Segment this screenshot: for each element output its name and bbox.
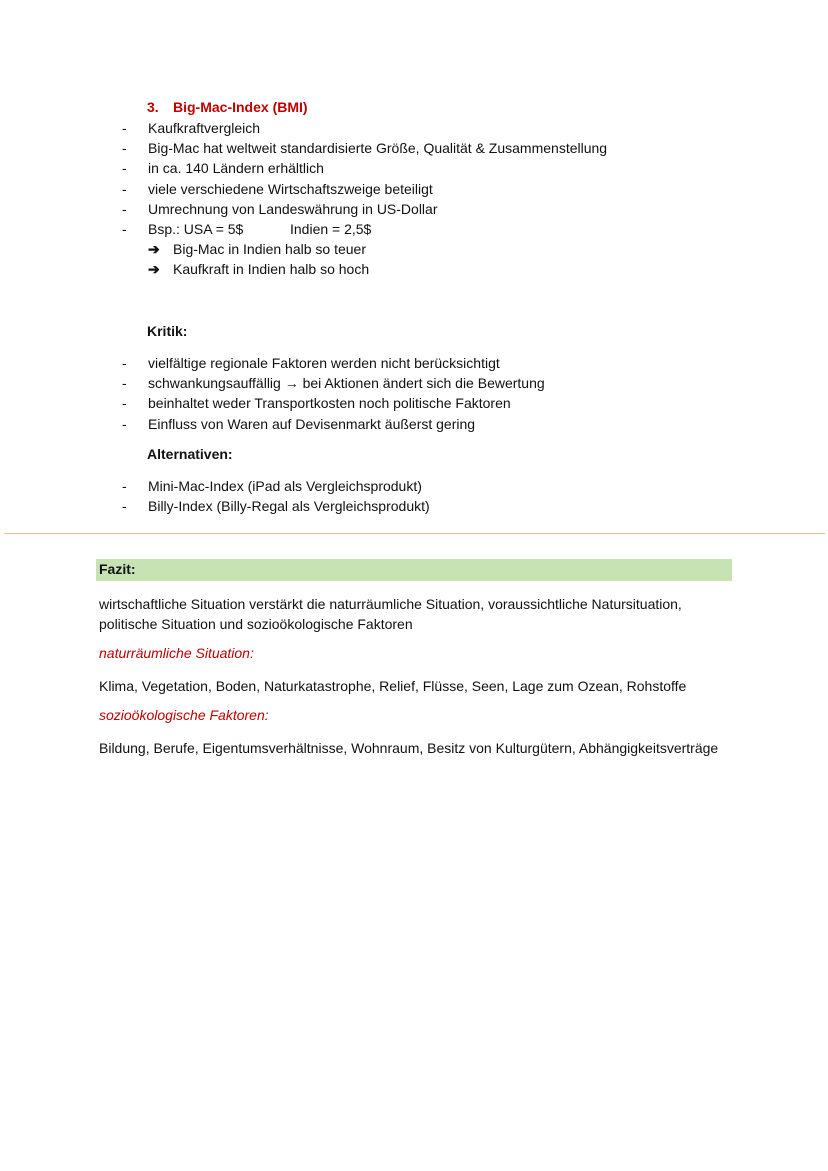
- alternativen-heading: Alternativen:: [147, 446, 233, 462]
- list-item: - vielfältige regionale Faktoren werden nicht berücksichtigt: [122, 355, 500, 371]
- list-item: - Billy-Index (Billy-Regal als Vergleichsprodukt): [122, 498, 430, 515]
- kritik-list: [0, 353, 545, 434]
- section-title: Big-Mac-Index (BMI): [173, 99, 308, 115]
- natur-text: Klima, Vegetation, Boden, Naturkatastrophe, Relief, Flüsse, Seen, Lage zum Ozean, Rohstoffe: [99, 678, 687, 694]
- list-item: - Umrechnung von Landeswährung in US-Dollar: [122, 200, 438, 217]
- example-usa: Bsp.: USA = 5$: [148, 220, 244, 237]
- bullet-dash: -: [122, 415, 127, 432]
- natur-heading: naturräumliche Situation:: [99, 645, 254, 661]
- conclusion-list: [0, 239, 369, 279]
- list-item: - in ca. 140 Ländern erhältlich: [122, 160, 324, 177]
- bullet-dash: -: [122, 355, 127, 371]
- section-heading: [147, 99, 308, 115]
- bullet-dash: -: [122, 375, 127, 392]
- sozio-heading: sozioökologische Faktoren:: [99, 707, 269, 723]
- bullet-dash: -: [122, 220, 127, 237]
- sozio-text: Bildung, Berufe, Eigentumsverhältnisse, Wohnraum, Besitz von Kulturgütern, Abhängigkeitsverträge: [99, 740, 719, 756]
- bullet-dash: -: [122, 160, 127, 177]
- arrow-right-icon: ➔: [148, 241, 160, 257]
- arrow-right-icon: ➔: [148, 261, 160, 278]
- bullet-dash: -: [122, 200, 127, 217]
- list-item: - beinhaltet weder Transportkosten noch politische Faktoren: [122, 395, 511, 412]
- alternativen-list: [0, 476, 430, 516]
- list-item: - viele verschiedene Wirtschaftszweige beteiligt: [122, 180, 433, 197]
- section-number: 3.: [147, 99, 159, 115]
- fazit-heading: Fazit:: [99, 561, 136, 577]
- bullet-dash: -: [122, 395, 127, 412]
- fazit-summary: wirtschaftliche Situation verstärkt die naturräumliche Situation, voraussichtliche Natursituation, politische Situation und sozioökologische Faktoren: [99, 596, 682, 632]
- example-india: Indien = 2,5$: [290, 220, 372, 237]
- list-item: - Kaufkraftvergleich: [122, 120, 261, 136]
- bullet-dash: -: [122, 498, 127, 515]
- section-divider: [4, 533, 825, 534]
- conclusion-item: ➔ Kaufkraft in Indien halb so hoch: [148, 261, 370, 278]
- kritik-heading: Kritik:: [147, 323, 188, 339]
- list-item: - Einfluss von Waren auf Devisenmarkt äußerst gering: [122, 415, 476, 432]
- bullet-dash: -: [122, 120, 127, 136]
- conclusion-item: ➔ Big-Mac in Indien halb so teuer: [148, 241, 366, 257]
- bullet-dash: -: [122, 180, 127, 197]
- fazit-heading-bar: [96, 559, 732, 581]
- bullet-dash: -: [122, 478, 127, 494]
- list-item: - Big-Mac hat weltweit standardisierte Größe, Qualität & Zusammenstellung: [122, 140, 608, 157]
- list-item: - Mini-Mac-Index (iPad als Vergleichsprodukt): [122, 478, 422, 494]
- bmi-bullet-list: [0, 118, 607, 239]
- list-item: - schwankungsauffällig → bei Aktionen ändert sich die Bewertung: [122, 375, 545, 392]
- bullet-dash: -: [122, 140, 127, 157]
- example-item: [0, 219, 607, 239]
